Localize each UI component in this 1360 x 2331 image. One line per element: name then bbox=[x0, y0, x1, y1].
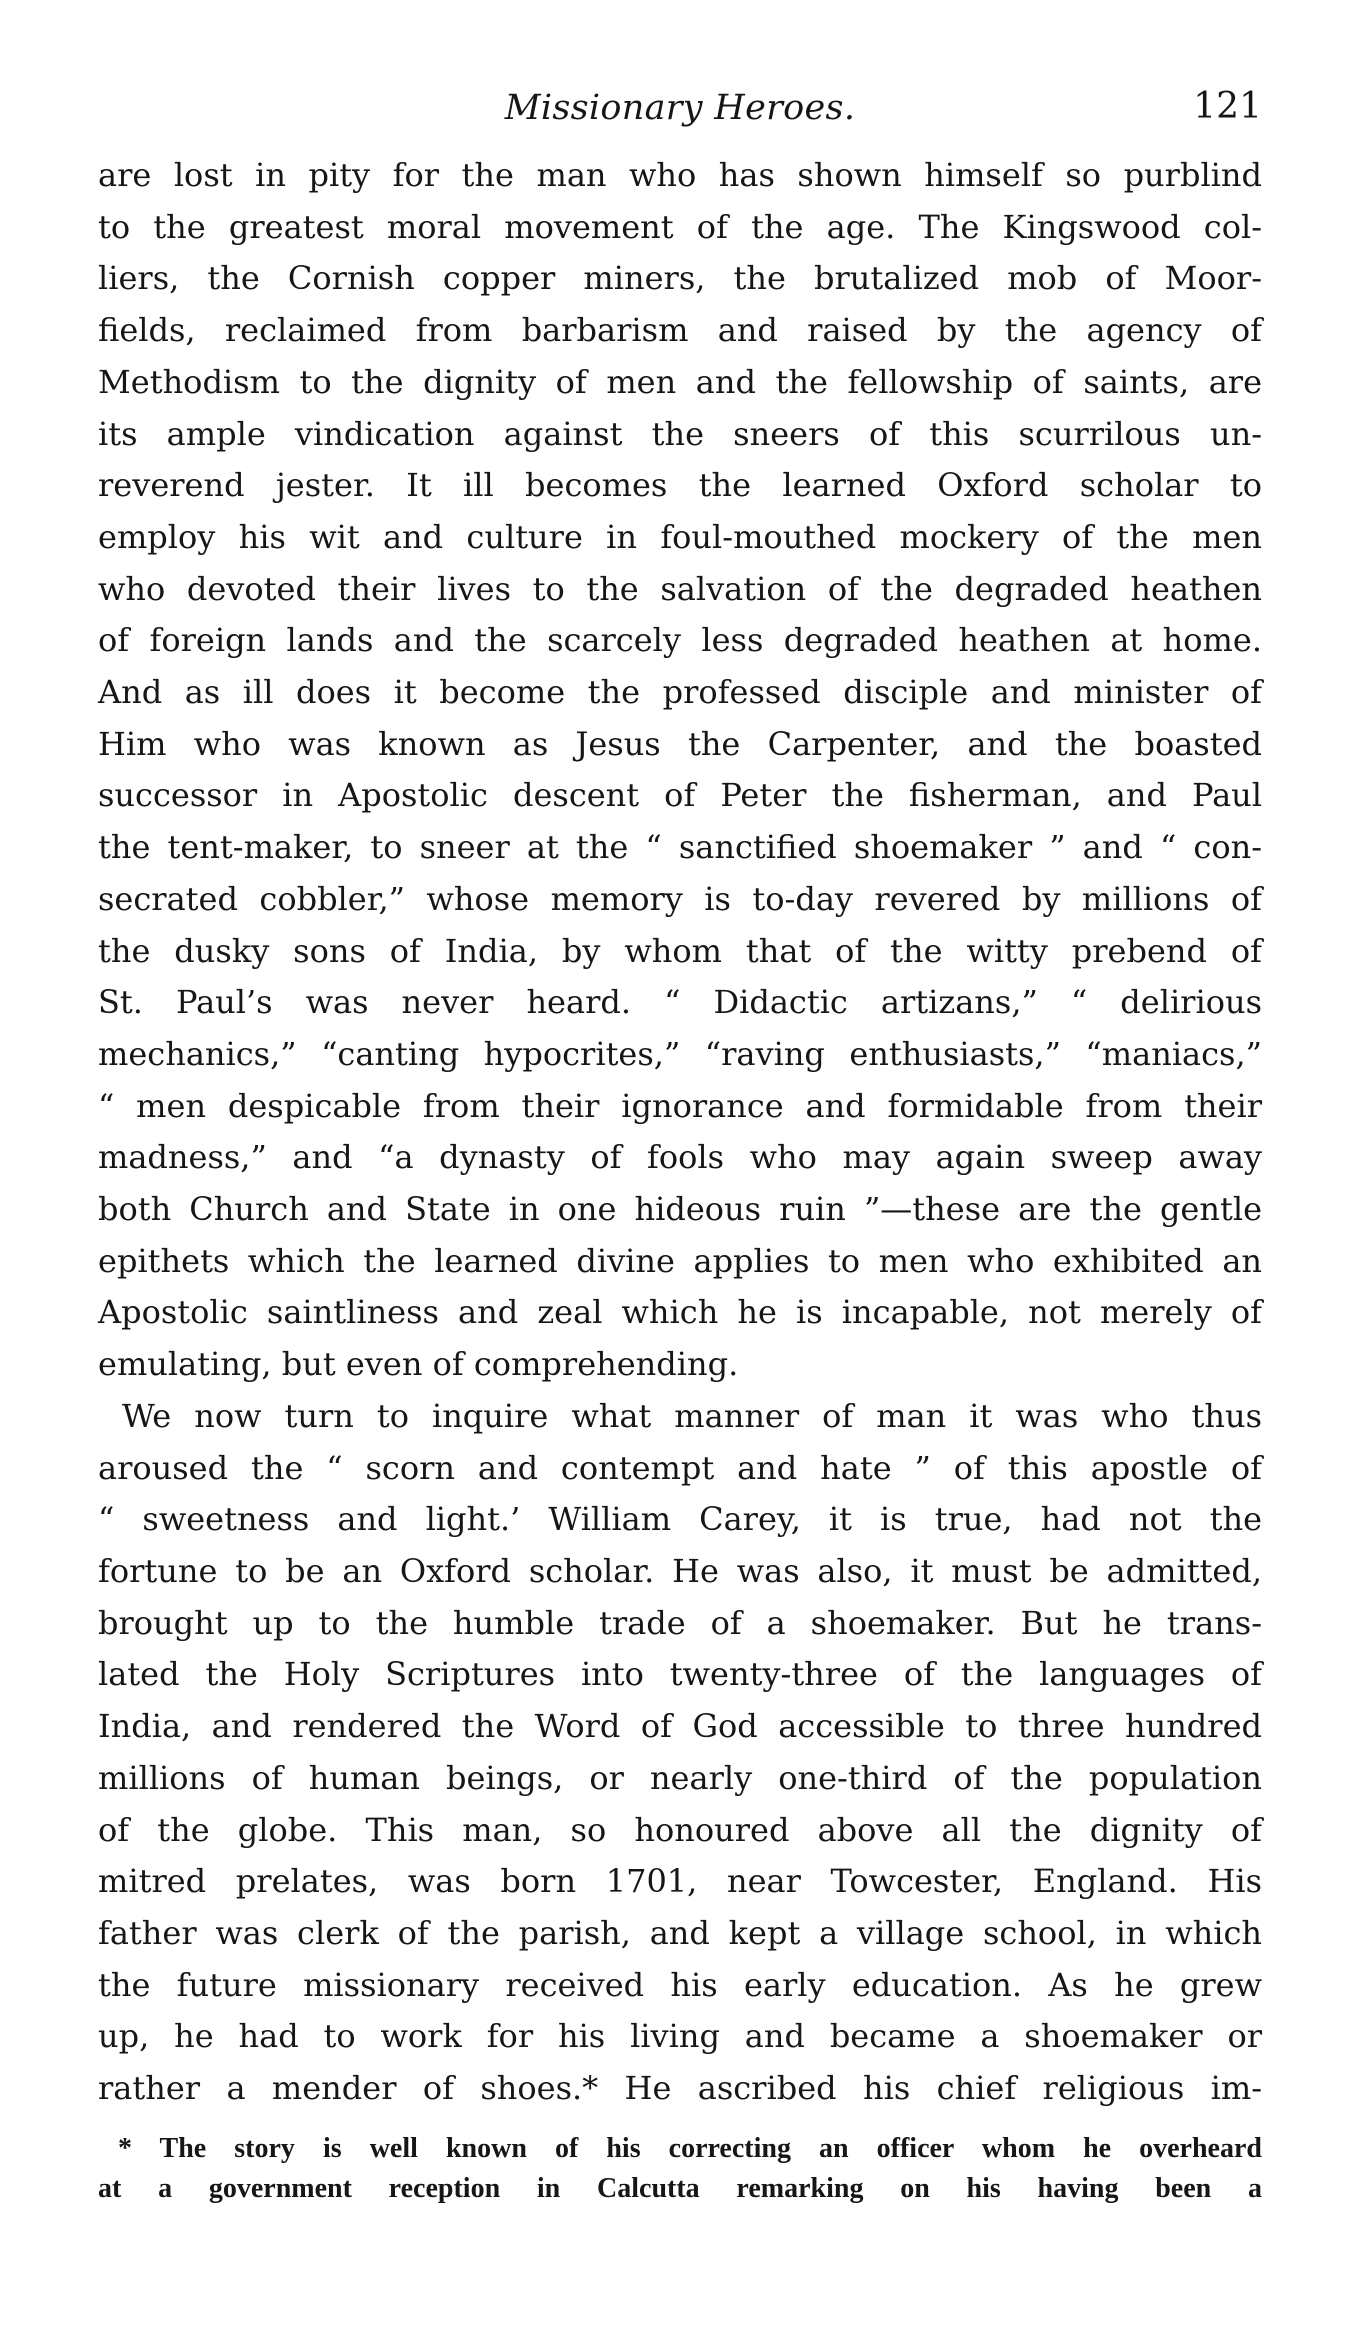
text-line: We now turn to inquire what manner of man it was who thus bbox=[122, 1396, 1262, 1435]
text-line: to the greatest moral movement of the age. The Kingswood col- bbox=[98, 207, 1262, 246]
text-line: the future missionary received his early education. As he grew bbox=[98, 1965, 1262, 2004]
footnote bbox=[98, 2129, 1262, 2209]
text-line: liers, the Cornish copper miners, the brutalized mob of Moor- bbox=[98, 259, 1262, 298]
running-header bbox=[98, 78, 1262, 138]
text-line: up, he had to work for his living and became a shoemaker or bbox=[98, 2017, 1262, 2056]
text-line: epithets which the learned divine applies to men who exhibited an bbox=[98, 1241, 1262, 1280]
text-line: Methodism to the dignity of men and the fellowship of saints, are bbox=[98, 362, 1262, 401]
text-line: India, and rendered the Word of God accessible to three hundred bbox=[98, 1707, 1262, 1746]
text-line: father was clerk of the parish, and kept a village school, in which bbox=[98, 1913, 1262, 1952]
page-number: 121 bbox=[1193, 86, 1262, 127]
text-line: both Church and State in one hideous ruin ”—these are the gentle bbox=[98, 1190, 1262, 1229]
text-line: Apostolic saintliness and zeal which he is incapable, not merely of bbox=[98, 1293, 1262, 1332]
text-line: “ men despicable from their ignorance and formidable from their bbox=[98, 1086, 1262, 1125]
text-line: “ sweetness and light.’ William Carey, it is true, had not the bbox=[98, 1500, 1262, 1539]
text-line: of the globe. This man, so honoured above all the dignity of bbox=[98, 1810, 1262, 1849]
paragraph-2 bbox=[98, 1391, 1262, 2115]
text-line: of foreign lands and the scarcely less degraded heathen at home. bbox=[98, 621, 1262, 660]
footnote-line: * The story is well known of his correcting an officer whom he overheard bbox=[118, 2132, 1262, 2164]
text-line: St. Paul’s was never heard. “ Didactic artizans,” “ delirious bbox=[98, 983, 1262, 1022]
text-line: the tent-maker, to sneer at the “ sanctified shoemaker ” and “ con- bbox=[98, 828, 1262, 867]
text-line: fields, reclaimed from barbarism and raised by the agency of bbox=[98, 311, 1262, 350]
text-line: who devoted their lives to the salvation of the degraded heathen bbox=[98, 569, 1262, 608]
text-line: madness,” and “a dynasty of fools who may again sweep away bbox=[98, 1138, 1262, 1177]
text-line: are lost in pity for the man who has shown himself so purblind bbox=[98, 156, 1262, 194]
text-line: successor in Apostolic descent of Peter the fisherman, and Paul bbox=[98, 776, 1262, 815]
text-line: Him who was known as Jesus the Carpenter, and the boasted bbox=[98, 724, 1262, 763]
text-line: the dusky sons of India, by whom that of the witty prebend of bbox=[98, 931, 1262, 970]
text-line: And as ill does it become the professed disciple and minister of bbox=[98, 673, 1262, 712]
text-line: lated the Holy Scriptures into twenty-three of the languages of bbox=[98, 1655, 1262, 1694]
paragraph-1 bbox=[98, 150, 1262, 1391]
text-line: emulating, but even of comprehending. bbox=[98, 1345, 739, 1384]
text-line: mechanics,” “canting hypocrites,” “raving enthusiasts,” “maniacs,” bbox=[98, 1034, 1262, 1073]
text-line: aroused the “ scorn and contempt and hate ” of this apostle of bbox=[98, 1448, 1262, 1487]
text-line: employ his wit and culture in foul-mouthed mockery of the men bbox=[98, 517, 1262, 556]
footnote-line: at a government reception in Calcutta remarking on his having been a bbox=[98, 2172, 1262, 2204]
text-line: fortune to be an Oxford scholar. He was also, it must be admitted, bbox=[98, 1551, 1262, 1590]
text-line: rather a mender of shoes.* He ascribed his chief religious im- bbox=[98, 2069, 1262, 2108]
text-line: secrated cobbler,” whose memory is to-day revered by millions of bbox=[98, 879, 1262, 918]
running-title: Missionary Heroes. bbox=[504, 88, 856, 128]
text-line: brought up to the humble trade of a shoemaker. But he trans- bbox=[98, 1603, 1262, 1642]
text-line: millions of human beings, or nearly one-third of the population bbox=[98, 1758, 1262, 1797]
text-line: its ample vindication against the sneers of this scurrilous un- bbox=[98, 414, 1262, 453]
text-line: mitred prelates, was born 1701, near Towcester, England. His bbox=[98, 1862, 1262, 1901]
text-line: reverend jester. It ill becomes the learned Oxford scholar to bbox=[98, 466, 1262, 505]
